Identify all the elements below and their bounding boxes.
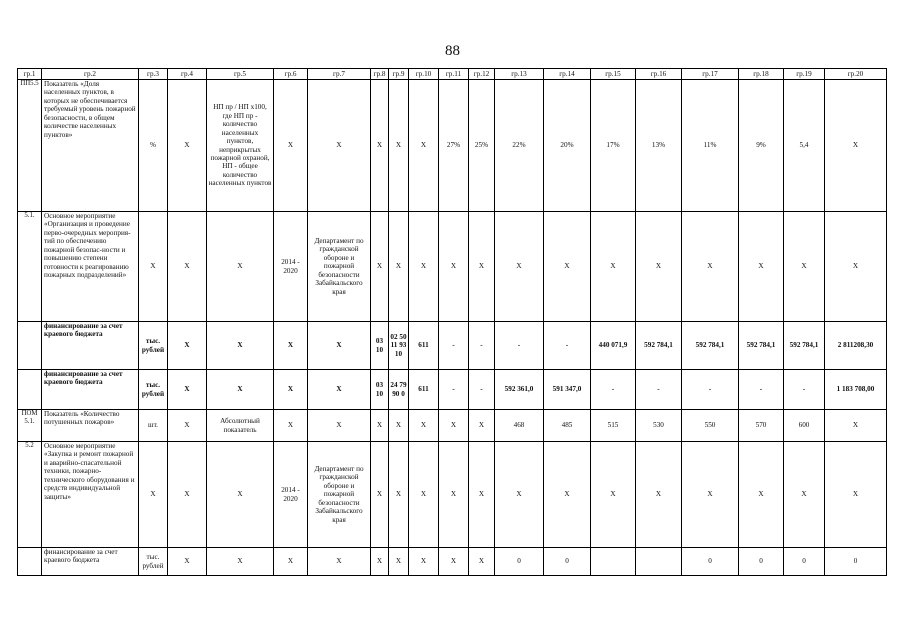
table-cell: X	[825, 212, 887, 322]
table-cell: 5.1.	[18, 212, 42, 322]
table-cell: X	[825, 442, 887, 548]
column-header: гр.17	[682, 69, 739, 80]
table-cell: 592 784,1	[739, 322, 784, 370]
column-header: гр.12	[469, 69, 495, 80]
table-cell: 0	[739, 548, 784, 576]
table-row	[18, 410, 887, 442]
column-header: гр.11	[439, 69, 469, 80]
table-cell: X	[139, 442, 168, 548]
table-cell: 02 50 11 93 10	[389, 322, 409, 370]
table-cell: X	[371, 442, 389, 548]
table-cell: -	[784, 370, 825, 410]
column-header: гр.10	[409, 69, 439, 80]
table-cell: X	[207, 322, 274, 370]
table-cell: X	[168, 410, 207, 442]
table-cell: X	[439, 410, 469, 442]
table-cell: X	[495, 212, 544, 322]
table-cell: X	[409, 548, 439, 576]
table-cell: финансирование за счет краевого бюджета	[42, 322, 139, 370]
column-header: гр.3	[139, 69, 168, 80]
table-cell: X	[274, 80, 308, 212]
table-cell: 0	[682, 548, 739, 576]
table-cell	[18, 370, 42, 410]
table-cell: 570	[739, 410, 784, 442]
column-header: гр.4	[168, 69, 207, 80]
table-cell: -	[636, 370, 682, 410]
table-cell: X	[469, 212, 495, 322]
table-cell: X	[274, 322, 308, 370]
table-cell: 592 784,1	[784, 322, 825, 370]
table-cell: X	[308, 410, 371, 442]
table-cell: Основное мероприятие «Закупка и ремонт пожарной и аварийно-спасательной техники, пожарно-технического оборудования и средств индивидуальной защиты»	[42, 442, 139, 548]
table-cell: Абсолютный показатель	[207, 410, 274, 442]
column-header: гр.20	[825, 69, 887, 80]
table-cell: X	[308, 548, 371, 576]
table-cell: 1 183 708,00	[825, 370, 887, 410]
table-cell: 600	[784, 410, 825, 442]
table-row	[18, 548, 887, 576]
table-cell: X	[825, 410, 887, 442]
table-cell: X	[739, 442, 784, 548]
table-cell: 468	[495, 410, 544, 442]
table-cell: X	[274, 370, 308, 410]
column-header: гр.15	[591, 69, 636, 80]
table-cell: X	[682, 442, 739, 548]
table-cell: 9%	[739, 80, 784, 212]
table-cell: X	[409, 442, 439, 548]
column-header: гр.2	[42, 69, 139, 80]
table-cell: тыс. рублей	[139, 548, 168, 576]
table-cell: X	[168, 212, 207, 322]
page-number: 88	[445, 43, 460, 59]
table-cell: 17%	[591, 80, 636, 212]
table-cell: X	[439, 442, 469, 548]
table-cell: X	[308, 322, 371, 370]
table-cell: 591 347,0	[544, 370, 591, 410]
table-cell: Показатель «Количество потушенных пожаров»	[42, 410, 139, 442]
table-cell: Департамент по гражданской обороне и пожарной безопасности Забайкальского края	[308, 442, 371, 548]
table-cell: X	[409, 410, 439, 442]
table-cell: X	[439, 212, 469, 322]
table-row	[18, 80, 887, 212]
table-cell: X	[389, 410, 409, 442]
table-cell: X	[439, 548, 469, 576]
table-cell: X	[168, 548, 207, 576]
table-cell: Основное мероприятие «Организация и проведение перво-очередных мероприя-тий по обеспечению пожарной безопас-ности и повышению степени готовности к реагированию пожарных подразделений»	[42, 212, 139, 322]
table-cell: финансирование за счет краевого бюджета	[42, 370, 139, 410]
table-cell: -	[439, 322, 469, 370]
table-cell: 2014 - 2020	[274, 442, 308, 548]
table-cell: шт.	[139, 410, 168, 442]
table-cell: 5.2	[18, 442, 42, 548]
table-cell: 27%	[439, 80, 469, 212]
table-cell: X	[168, 80, 207, 212]
table-cell: 25%	[469, 80, 495, 212]
table-cell: %	[139, 80, 168, 212]
table-cell: X	[207, 442, 274, 548]
table-cell: 611	[409, 322, 439, 370]
table-cell: X	[371, 548, 389, 576]
table-cell: X	[739, 212, 784, 322]
table-cell	[591, 548, 636, 576]
table-cell: X	[207, 548, 274, 576]
table-cell: -	[469, 322, 495, 370]
table-cell: 440 071,9	[591, 322, 636, 370]
table-cell: 515	[591, 410, 636, 442]
table-cell: X	[409, 80, 439, 212]
table-cell: X	[274, 548, 308, 576]
table-cell: Департамент по гражданской обороне и пожарной безопасности Забайкальского края	[308, 212, 371, 322]
table-cell: 5,4	[784, 80, 825, 212]
table-cell	[18, 322, 42, 370]
column-header: гр.5	[207, 69, 274, 80]
table-row	[18, 322, 887, 370]
table-cell: 22%	[495, 80, 544, 212]
table-cell: 2014 - 2020	[274, 212, 308, 322]
table-cell: X	[371, 410, 389, 442]
table-cell: 592 784,1	[636, 322, 682, 370]
table-cell: ПП5.5	[18, 80, 42, 212]
table-cell: X	[591, 212, 636, 322]
column-header: гр.19	[784, 69, 825, 80]
column-header: гр.16	[636, 69, 682, 80]
column-header: гр.9	[389, 69, 409, 80]
table-cell: X	[636, 212, 682, 322]
table-cell: X	[636, 442, 682, 548]
table-cell	[18, 548, 42, 576]
table-cell: 20%	[544, 80, 591, 212]
table-cell: X	[371, 212, 389, 322]
table-cell: -	[469, 370, 495, 410]
table-cell: X	[308, 80, 371, 212]
table-cell: X	[544, 442, 591, 548]
table-cell: 485	[544, 410, 591, 442]
table-cell: X	[207, 212, 274, 322]
table-cell: X	[274, 410, 308, 442]
table-cell: X	[389, 548, 409, 576]
table-cell: 592 361,0	[495, 370, 544, 410]
table-cell: X	[139, 212, 168, 322]
table-cell: X	[784, 212, 825, 322]
table-cell: X	[469, 442, 495, 548]
table-cell: 592 784,1	[682, 322, 739, 370]
table-cell: 03 10	[371, 322, 389, 370]
table-cell: -	[682, 370, 739, 410]
table-cell: X	[495, 442, 544, 548]
table-row	[18, 212, 887, 322]
column-header: гр.1	[18, 69, 42, 80]
table-cell: X	[168, 442, 207, 548]
table-cell: НП пр / НП х100, где НП пр - количество населенных пунктов, неприкрытых пожарной охраной, НП - общее количество населенных пунктов	[207, 80, 274, 212]
table-cell: Показатель «Доля населенных пунктов, в которых не обеспечивается требуемый уровень пожарной безопасности, в общем количестве населенных пунктов»	[42, 80, 139, 212]
table-row	[18, 370, 887, 410]
table-cell: 530	[636, 410, 682, 442]
table-cell: -	[739, 370, 784, 410]
table-cell: 0	[544, 548, 591, 576]
table-cell: -	[544, 322, 591, 370]
table-cell: X	[207, 370, 274, 410]
column-header: гр.6	[274, 69, 308, 80]
table-cell: X	[389, 442, 409, 548]
data-table	[17, 68, 887, 576]
table-cell: 24 79 90 0	[389, 370, 409, 410]
table-cell: 11%	[682, 80, 739, 212]
table-cell: X	[389, 80, 409, 212]
column-header: гр.14	[544, 69, 591, 80]
table-cell: X	[469, 548, 495, 576]
table-cell: 2 811208,30	[825, 322, 887, 370]
column-header: гр.8	[371, 69, 389, 80]
table-cell: тыс. рублей	[139, 322, 168, 370]
table-cell: 550	[682, 410, 739, 442]
table-cell: -	[439, 370, 469, 410]
table-cell: тыс. рублей	[139, 370, 168, 410]
table-cell: 03 10	[371, 370, 389, 410]
table-cell: X	[784, 442, 825, 548]
table-cell: X	[308, 370, 371, 410]
table-row	[18, 442, 887, 548]
table-cell: X	[168, 322, 207, 370]
table-cell: -	[495, 322, 544, 370]
table-cell: X	[389, 212, 409, 322]
table-cell: X	[544, 212, 591, 322]
table-cell	[636, 548, 682, 576]
table-cell: X	[469, 410, 495, 442]
table-cell: X	[409, 212, 439, 322]
table-cell: -	[591, 370, 636, 410]
table-cell: 0	[825, 548, 887, 576]
table-cell: финансирование за счет краевого бюджета	[42, 548, 139, 576]
column-header: гр.18	[739, 69, 784, 80]
table-cell: X	[825, 80, 887, 212]
table-cell: X	[682, 212, 739, 322]
table-cell: ПОМ 5.1.	[18, 410, 42, 442]
table-cell: X	[591, 442, 636, 548]
table-cell: 611	[409, 370, 439, 410]
table-cell: X	[371, 80, 389, 212]
header-row	[18, 69, 887, 80]
table-cell: 0	[495, 548, 544, 576]
column-header: гр.13	[495, 69, 544, 80]
table-cell: 13%	[636, 80, 682, 212]
column-header: гр.7	[308, 69, 371, 80]
table-cell: 0	[784, 548, 825, 576]
table-cell: X	[168, 370, 207, 410]
